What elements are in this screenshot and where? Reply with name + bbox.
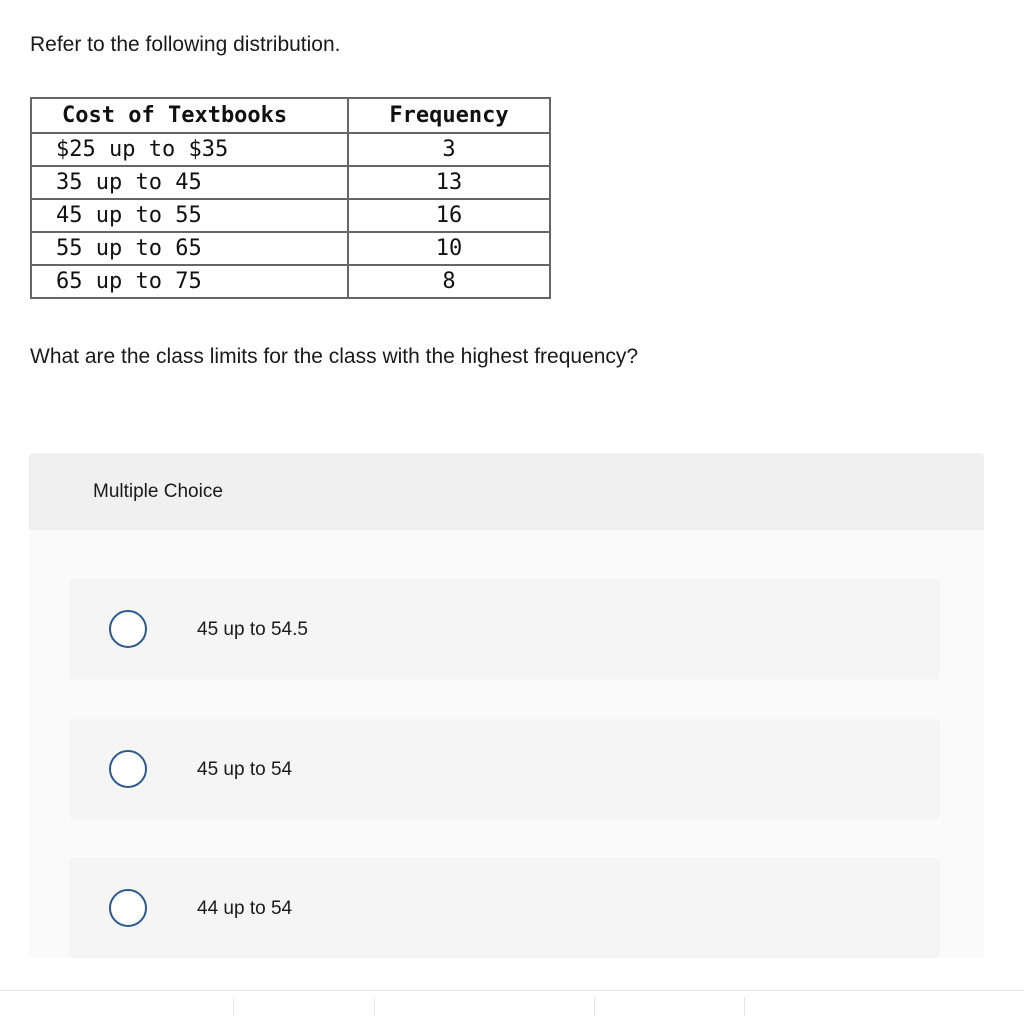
table-row — [31, 133, 550, 166]
table-cell-class: $25 up to $35 — [31, 133, 348, 166]
radio-button[interactable] — [109, 610, 147, 648]
table-row — [31, 232, 550, 265]
table-cell-class: 45 up to 55 — [31, 199, 348, 232]
table-row — [31, 199, 550, 232]
choice-label[interactable]: 44 up to 54 — [197, 898, 293, 919]
choice-option-2[interactable] — [69, 719, 940, 819]
choice-option-1[interactable] — [69, 579, 940, 679]
multiple-choice-label: Multiple Choice — [93, 481, 223, 502]
radio-button[interactable] — [109, 889, 147, 927]
choice-option-3[interactable] — [69, 858, 940, 958]
footer-separator — [594, 997, 595, 1016]
radio-button[interactable] — [109, 750, 147, 788]
table-cell-class: 35 up to 45 — [31, 166, 348, 199]
question-text: What are the class limits for the class with the highest frequency? — [30, 345, 639, 368]
multiple-choice-header — [29, 453, 984, 530]
table-cell-frequency: 3 — [348, 133, 550, 166]
table-cell-frequency: 10 — [348, 232, 550, 265]
footer-separator — [233, 997, 234, 1016]
table-header-row — [31, 98, 550, 133]
table-cell-frequency: 8 — [348, 265, 550, 298]
column-header-cost: Cost of Textbooks — [31, 98, 348, 133]
table-cell-frequency: 13 — [348, 166, 550, 199]
table-cell-class: 65 up to 75 — [31, 265, 348, 298]
footer-separator — [744, 997, 745, 1016]
multiple-choice-panel — [29, 453, 984, 958]
column-header-frequency: Frequency — [348, 98, 550, 133]
table-row — [31, 166, 550, 199]
intro-text: Refer to the following distribution. — [30, 33, 341, 56]
choice-label[interactable]: 45 up to 54.5 — [197, 619, 308, 640]
table-cell-class: 55 up to 65 — [31, 232, 348, 265]
footer-separator — [374, 997, 375, 1016]
choice-label[interactable]: 45 up to 54 — [197, 759, 293, 780]
table-cell-frequency: 16 — [348, 199, 550, 232]
distribution-table — [30, 97, 551, 299]
table-row — [31, 265, 550, 298]
footer-divider — [0, 990, 1024, 991]
